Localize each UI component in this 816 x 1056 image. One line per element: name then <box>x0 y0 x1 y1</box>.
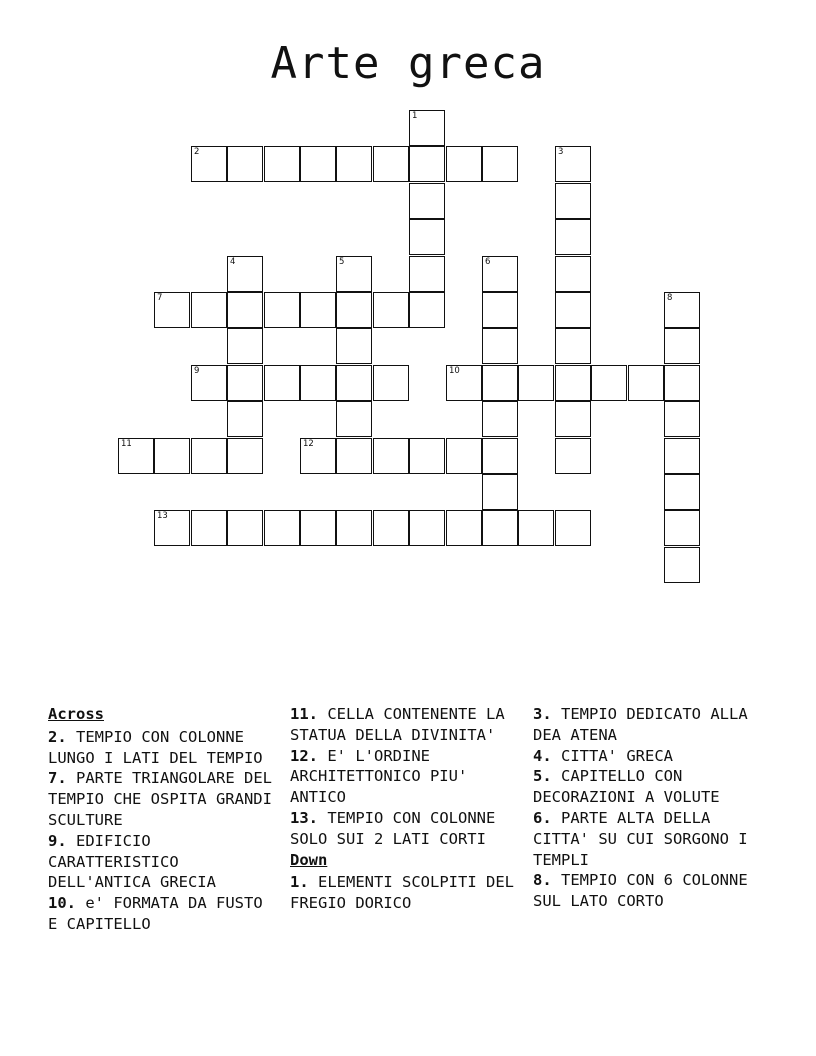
clue-number: 7. <box>48 769 67 788</box>
grid-cell[interactable] <box>409 183 445 219</box>
grid-cell[interactable] <box>300 146 336 182</box>
grid-cell[interactable] <box>482 510 518 546</box>
grid-cell[interactable] <box>555 401 591 437</box>
grid-cell[interactable] <box>300 438 336 474</box>
clue-down-8 <box>533 870 773 912</box>
grid-cell[interactable] <box>482 401 518 437</box>
grid-cell[interactable] <box>555 146 591 182</box>
clue-down-6 <box>533 808 773 870</box>
grid-cell[interactable] <box>191 510 227 546</box>
grid-cell[interactable] <box>336 510 372 546</box>
grid-cell[interactable] <box>336 365 372 401</box>
grid-cell[interactable] <box>264 146 300 182</box>
clue-text: EDIFICIO CARATTERISTICO DELL'ANTICA GRECIA <box>48 831 216 892</box>
grid-cell[interactable] <box>300 510 336 546</box>
grid-cell[interactable] <box>664 401 700 437</box>
grid-cell[interactable] <box>409 438 445 474</box>
clue-text: e' FORMATA DA FUSTO E CAPITELLO <box>48 894 263 933</box>
grid-cell[interactable] <box>482 474 518 510</box>
grid-cell[interactable] <box>336 256 372 292</box>
cell-number: 12 <box>303 439 314 449</box>
grid-cell[interactable] <box>555 183 591 219</box>
clue-number: 11. <box>290 705 318 723</box>
clue-number: 9. <box>48 831 67 850</box>
clue-text: PARTE ALTA DELLA CITTA' SU CUI SORGONO I TEMPLI <box>533 808 748 869</box>
grid-cell[interactable] <box>373 438 409 474</box>
down-heading: Down <box>290 850 328 869</box>
grid-cell[interactable] <box>373 510 409 546</box>
clue-text: CAPITELLO CON DECORAZIONI A VOLUTE <box>533 767 720 807</box>
grid-cell[interactable] <box>482 328 518 364</box>
grid-cell[interactable] <box>191 365 227 401</box>
clue-across-7 <box>48 768 280 830</box>
clues-column-2 <box>290 704 522 914</box>
grid-cell[interactable] <box>555 292 591 328</box>
clue-across-13 <box>290 808 522 850</box>
grid-cell[interactable] <box>482 292 518 328</box>
grid-cell[interactable] <box>227 328 263 364</box>
grid-cell[interactable] <box>191 292 227 328</box>
grid-cell[interactable] <box>482 256 518 292</box>
clue-text: ELEMENTI SCOLPITI DEL FREGIO DORICO <box>290 873 514 913</box>
clue-across-10 <box>48 893 280 935</box>
grid-cell[interactable] <box>555 365 591 401</box>
grid-cell[interactable] <box>300 292 336 328</box>
grid-cell[interactable] <box>264 292 300 328</box>
clue-number: 6. <box>533 808 552 827</box>
cell-number: 1 <box>412 111 418 121</box>
clue-text: CITTA' GRECA <box>561 746 673 765</box>
grid-cell[interactable] <box>482 438 518 474</box>
grid-cell[interactable] <box>336 438 372 474</box>
clue-number: 13. <box>290 808 318 827</box>
cell-number: 7 <box>157 293 163 303</box>
cell-number: 2 <box>194 147 200 157</box>
grid-cell[interactable] <box>154 510 190 546</box>
clue-down-4 <box>533 746 773 767</box>
grid-cell[interactable] <box>664 438 700 474</box>
grid-cell[interactable] <box>446 146 482 182</box>
grid-cell[interactable] <box>191 438 227 474</box>
grid-cell[interactable] <box>409 292 445 328</box>
cell-number: 10 <box>449 366 460 376</box>
cell-number: 11 <box>121 439 132 449</box>
clue-number: 3. <box>533 705 552 723</box>
clue-across-9 <box>48 831 280 893</box>
grid-cell[interactable] <box>373 146 409 182</box>
grid-cell[interactable] <box>264 510 300 546</box>
grid-cell[interactable] <box>482 146 518 182</box>
grid-cell[interactable] <box>227 438 263 474</box>
clues-column-3 <box>533 704 773 912</box>
grid-cell[interactable] <box>409 256 445 292</box>
grid-cell[interactable] <box>227 146 263 182</box>
clue-number: 10. <box>48 894 76 913</box>
grid-cell[interactable] <box>227 365 263 401</box>
clue-across-12 <box>290 746 522 808</box>
grid-cell[interactable] <box>336 146 372 182</box>
grid-cell[interactable] <box>664 365 700 401</box>
grid-cell[interactable] <box>664 510 700 546</box>
clue-number: 12. <box>290 746 318 765</box>
grid-cell[interactable] <box>336 292 372 328</box>
grid-cell[interactable] <box>118 438 154 474</box>
grid-cell[interactable] <box>664 328 700 364</box>
clue-down-5 <box>533 766 773 808</box>
grid-cell[interactable] <box>264 365 300 401</box>
grid-cell[interactable] <box>555 328 591 364</box>
across-heading: Across <box>48 705 104 723</box>
grid-cell[interactable] <box>482 365 518 401</box>
grid-cell[interactable] <box>518 365 554 401</box>
grid-cell[interactable] <box>336 401 372 437</box>
grid-cell[interactable] <box>227 256 263 292</box>
grid-cell[interactable] <box>591 365 627 401</box>
grid-cell[interactable] <box>227 510 263 546</box>
grid-cell[interactable] <box>446 438 482 474</box>
page-title: Arte greca <box>270 38 546 89</box>
clue-text: TEMPIO CON COLONNE SOLO SUI 2 LATI CORTI <box>290 808 496 848</box>
cell-number: 9 <box>194 366 200 376</box>
grid-cell[interactable] <box>446 510 482 546</box>
grid-cell[interactable] <box>664 292 700 328</box>
grid-cell[interactable] <box>446 365 482 401</box>
grid-cell[interactable] <box>154 438 190 474</box>
clue-text: E' L'ORDINE ARCHITETTONICO PIU' ANTICO <box>290 746 468 807</box>
grid-cell[interactable] <box>555 219 591 255</box>
clue-down-3 <box>533 704 773 746</box>
cell-number: 13 <box>157 511 168 521</box>
grid-cell[interactable] <box>664 474 700 510</box>
grid-cell[interactable] <box>628 365 664 401</box>
clue-number: 4. <box>533 746 552 765</box>
cell-number: 5 <box>339 257 345 267</box>
grid-cell[interactable] <box>373 292 409 328</box>
grid-cell[interactable] <box>373 365 409 401</box>
cell-number: 6 <box>485 257 491 267</box>
clue-down-1 <box>290 872 522 914</box>
cell-number: 3 <box>558 147 564 157</box>
clue-number: 2. <box>48 727 67 746</box>
clue-number: 5. <box>533 767 552 786</box>
grid-cell[interactable] <box>555 438 591 474</box>
grid-cell[interactable] <box>409 146 445 182</box>
grid-cell[interactable] <box>409 219 445 255</box>
grid-cell[interactable] <box>409 110 445 146</box>
grid-cell[interactable] <box>227 292 263 328</box>
clue-across-2 <box>48 727 280 769</box>
clue-number: 8. <box>533 871 552 890</box>
grid-cell[interactable] <box>664 547 700 583</box>
clue-text: PARTE TRIANGOLARE DEL TEMPIO CHE OSPITA GRANDI SCULTURE <box>48 769 272 829</box>
clue-text: CELLA CONTENENTE LA STATUA DELLA DIVINITA' <box>290 705 505 744</box>
cell-number: 4 <box>230 257 236 267</box>
clue-number: 1. <box>290 873 309 892</box>
clue-text: TEMPIO CON 6 COLONNE SUL LATO CORTO <box>533 871 748 911</box>
clues-column-1 <box>48 704 280 935</box>
grid-cell[interactable] <box>336 328 372 364</box>
grid-cell[interactable] <box>555 510 591 546</box>
cell-number: 8 <box>667 293 673 303</box>
grid-cell[interactable] <box>409 510 445 546</box>
grid-cell[interactable] <box>555 256 591 292</box>
grid-cell[interactable] <box>154 292 190 328</box>
grid-cell[interactable] <box>227 401 263 437</box>
clue-text: TEMPIO DEDICATO ALLA DEA ATENA <box>533 705 748 744</box>
clue-across-11 <box>290 704 522 746</box>
grid-cell[interactable] <box>518 510 554 546</box>
clue-text: TEMPIO CON COLONNE LUNGO I LATI DEL TEMPIO <box>48 727 263 767</box>
grid-cell[interactable] <box>300 365 336 401</box>
grid-cell[interactable] <box>191 146 227 182</box>
